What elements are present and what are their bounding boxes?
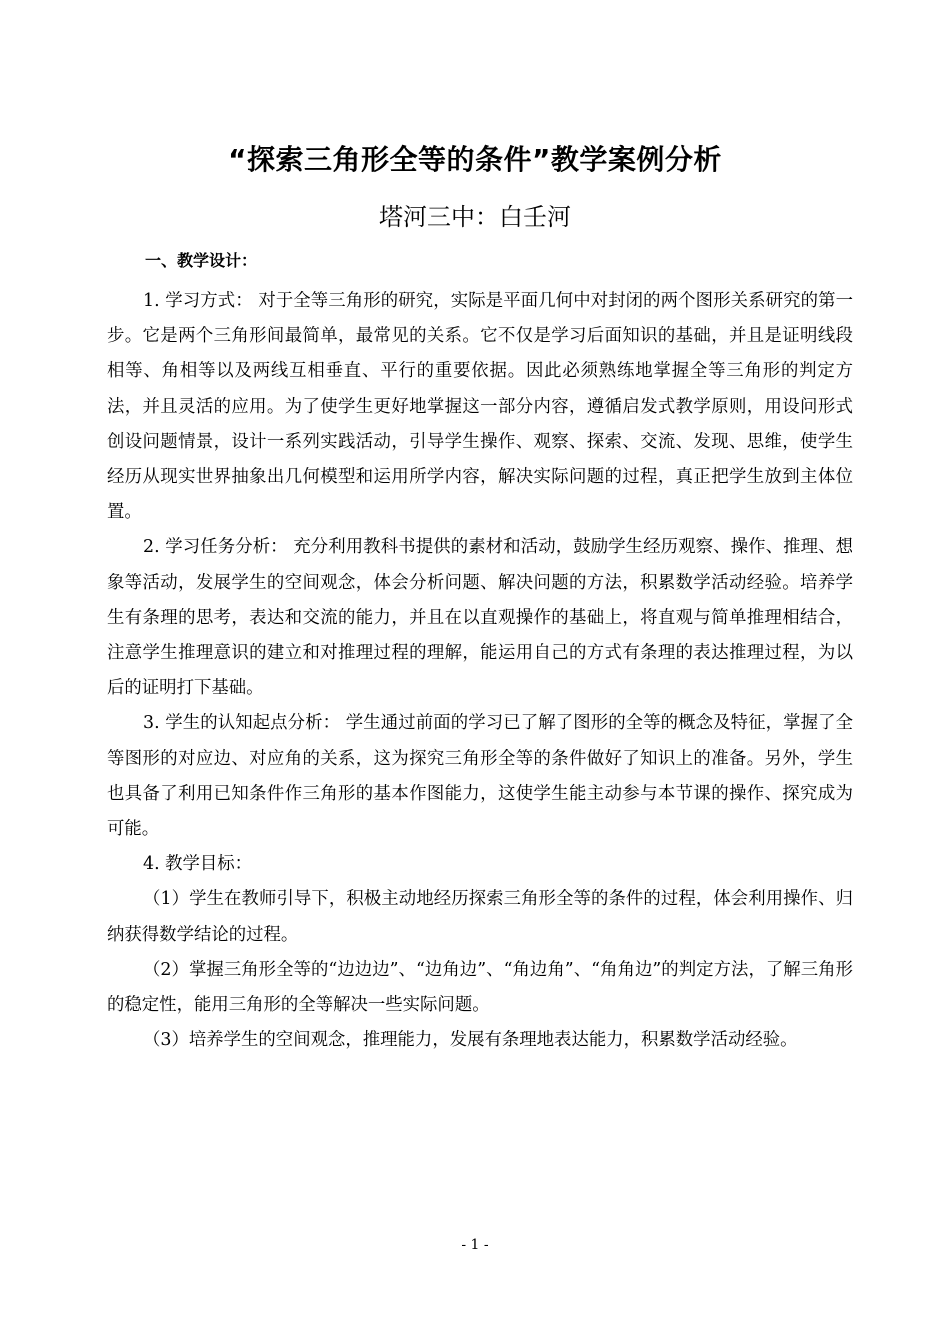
page-number: - 1 - xyxy=(461,1237,489,1253)
paragraph-task-analysis: 2. 学习任务分析： 充分利用教科书提供的素材和活动，鼓励学生经历观察、操作、推理、想象等活动，发展学生的空间观念，体会分析问题、解决问题的方法，积累数学活动经验。培养学生有条理的思考，表达和交流的能力，并且在以直观操作的基础上，将直观与简单推理相结合，注意学生推理意识的建立和对推理过程的理解，能运用自己的方式有条理的表达推理过程，为以后的证明打下基础。 xyxy=(107,537,853,699)
document-body xyxy=(107,284,853,1058)
paragraph-teaching-goals: 4. 教学目标： xyxy=(143,854,253,875)
objective-2: （2）掌握三角形全等的“边边边”、“边角边”、“角边角”、“角角边”的判定方法，了解三角形的稳定性，能用三角形的全等解决一些实际问题。 xyxy=(107,959,853,1016)
paragraph-cognitive-start: 3. 学生的认知起点分析： 学生通过前面的学习已了解了图形的全等的概念及特征，掌握了全等图形的对应边、对应角的关系，这为探究三角形全等的条件做好了知识上的准备。另外，学生也具备了利用已知条件作三角形的基本作图能力，这使学生能主动参与本节课的操作、探究成为可能。 xyxy=(107,713,853,840)
objective-1: （1）学生在教师引导下，积极主动地经历探索三角形全等的条件的过程，体会利用操作、归纳获得数学结论的过程。 xyxy=(107,889,853,945)
paragraph-learning-method: 1. 学习方式： 对于全等三角形的研究，实际是平面几何中对封闭的两个图形关系研究的第一步。它是两个三角形间最简单，最常见的关系。它不仅是学习后面知识的基础，并且是证明线段相等、角相等以及两线互相垂直、平行的重要依据。因此必须熟练地掌握全等三角形的判定方法，并且灵活的应用。为了使学生更好地掌握这一部分内容，遵循启发式教学原则，用设问形式创设问题情景，设计一系列实践活动，引导学生操作、观察、探索、交流、发现、思维，使学生经历从现实世界抽象出几何模型和运用所学内容，解决实际问题的过程，真正把学生放到主体位置。 xyxy=(107,291,853,523)
author-line: 塔河三中：白壬河 xyxy=(379,203,571,231)
objective-3: （3）培养学生的空间观念，推理能力，发展有条理地表达能力，积累数学活动经验。 xyxy=(143,1030,798,1051)
section-heading: 一、教学设计： xyxy=(145,251,258,270)
document-title: “探索三角形全等的条件”教学案例分析 xyxy=(228,143,722,176)
